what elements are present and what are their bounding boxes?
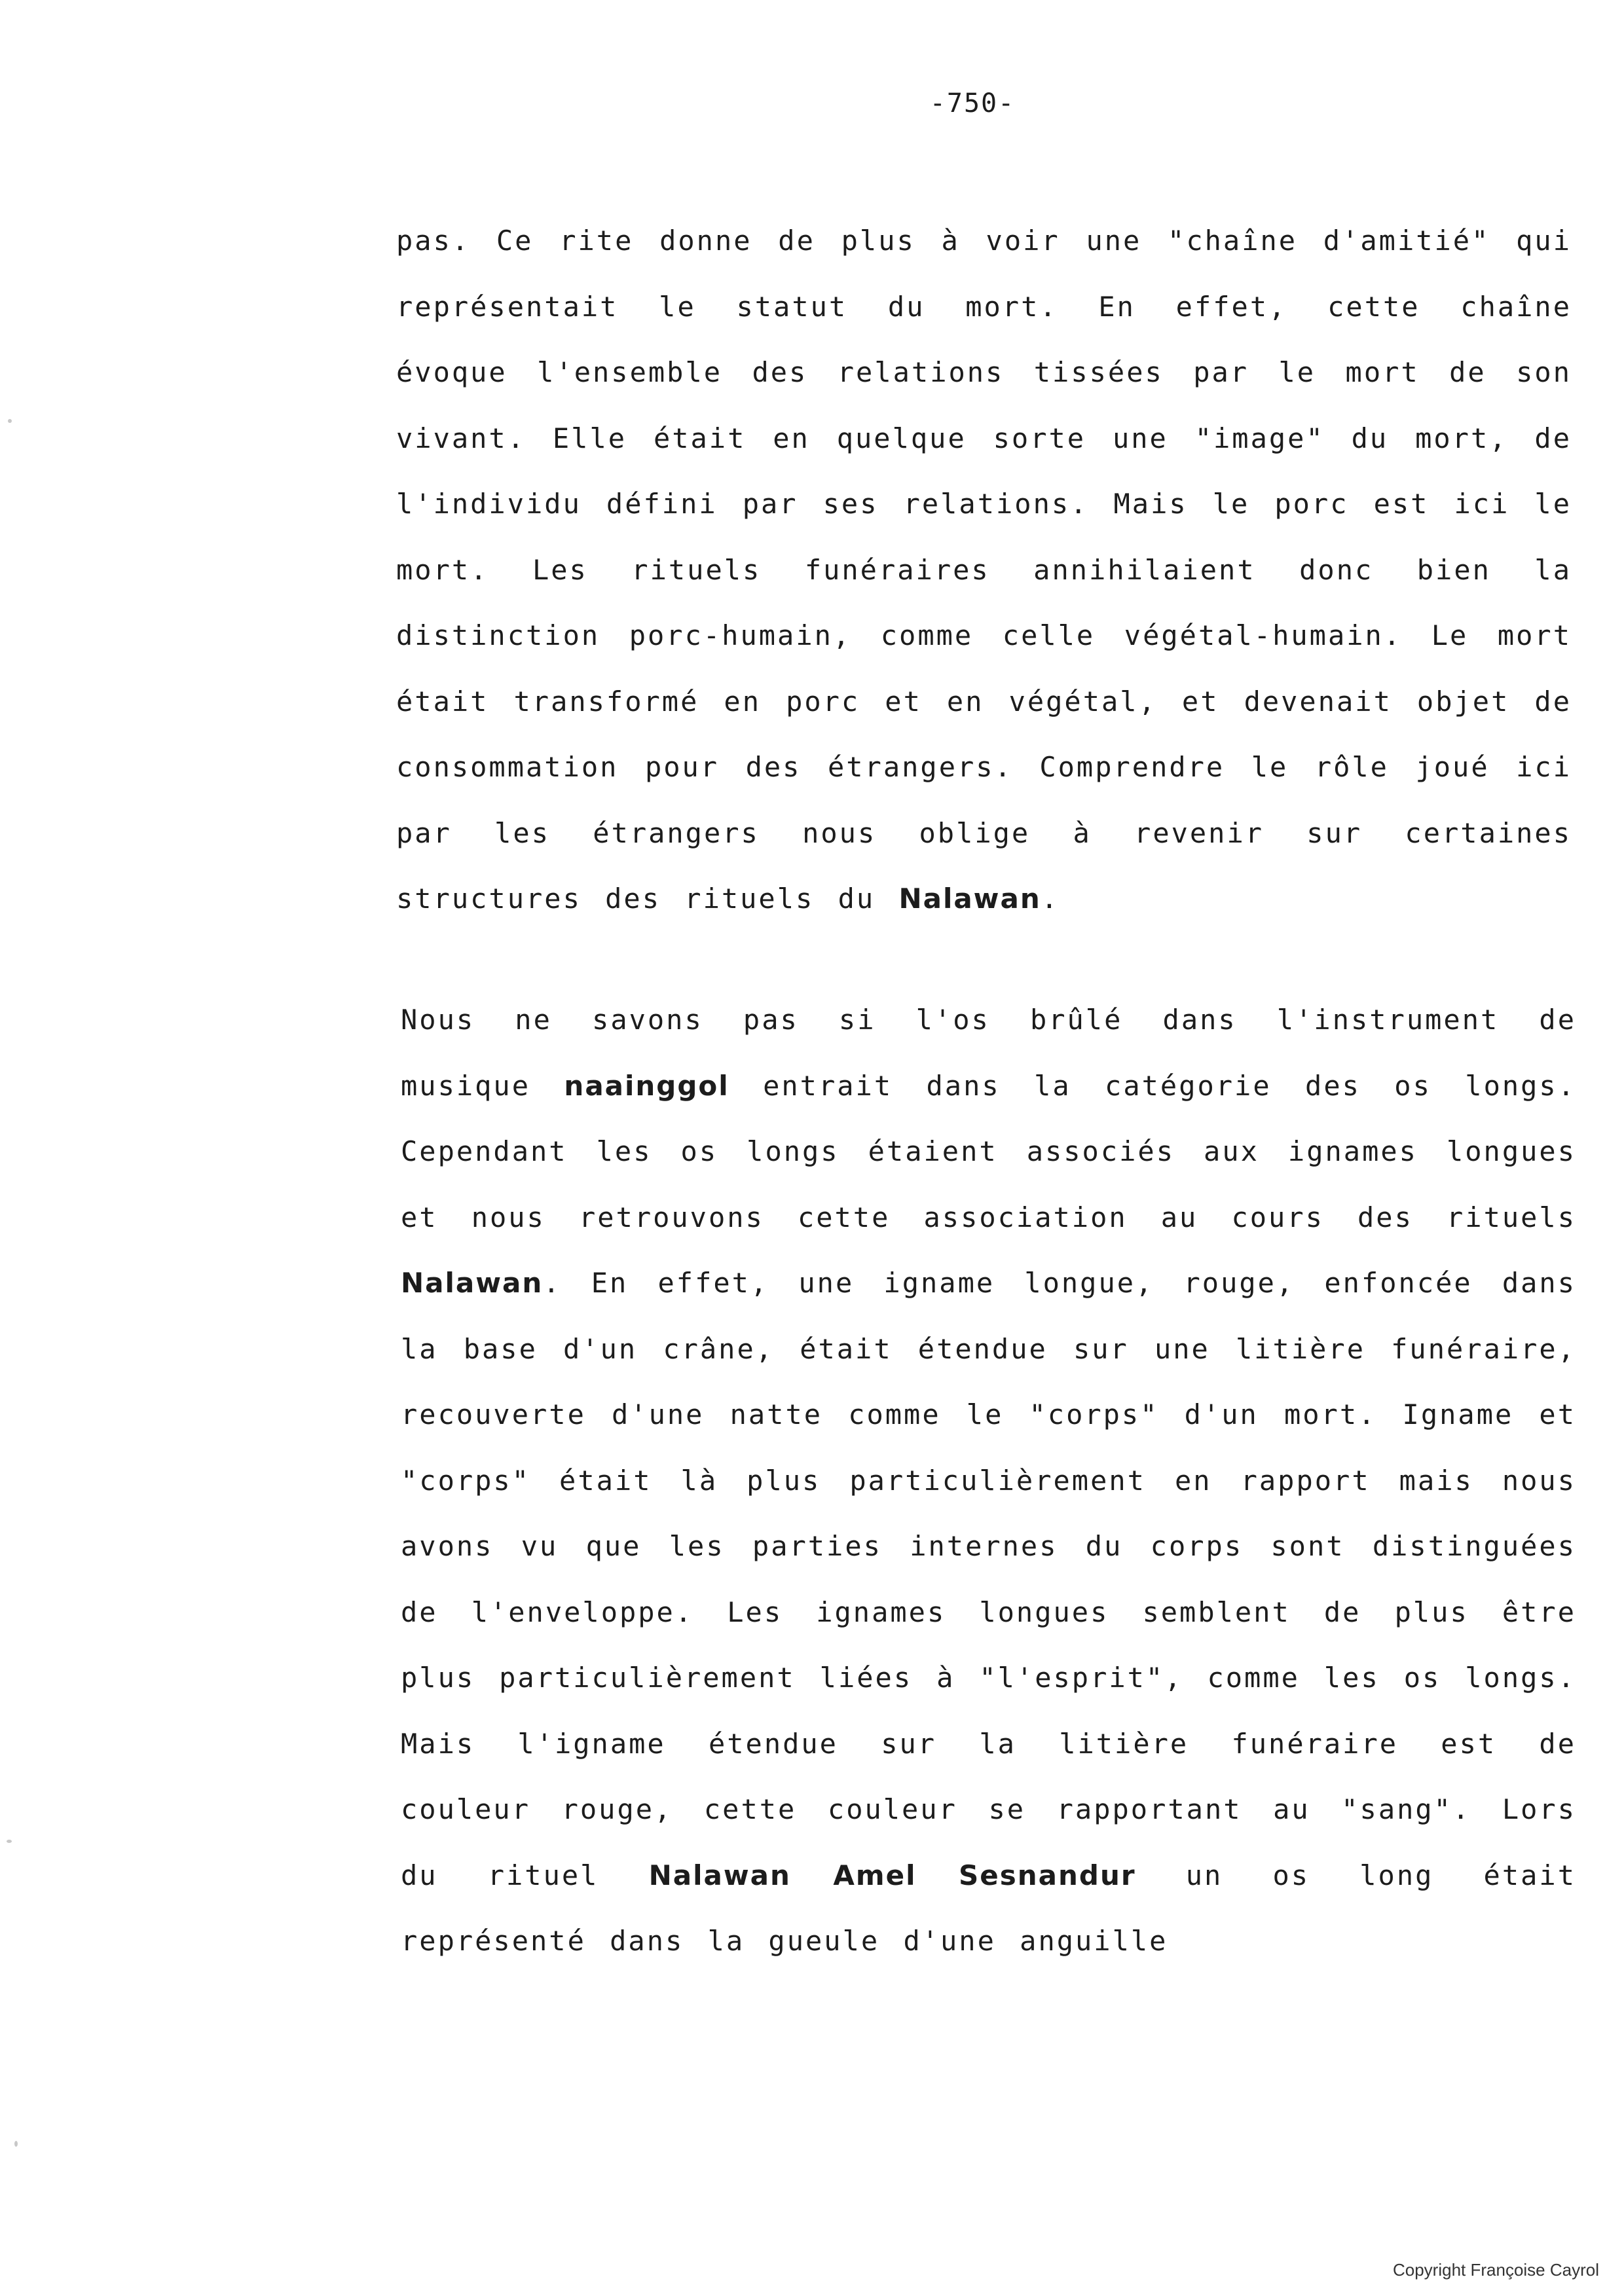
copyright-notice: Copyright Françoise Cayrol [1392, 2260, 1599, 2280]
page-number: -750- [929, 88, 1016, 118]
scan-speck [7, 1840, 12, 1843]
scan-speck [14, 2141, 18, 2147]
term-naainggol: naainggol [564, 1069, 729, 1102]
term-nalawan: Nalawan [401, 1267, 544, 1299]
paragraph-2-text-c: . En effet, une igname longue, rouge, enfoncée dans la base d'un crâne, était étendue sur une litière funéraire, recouverte d'une natte comme le "corps" d'un mort. Igname et "corps" était là plus particulièrement en rapport mais nous avons vu que les parties internes du corps sont distinguées de l'enveloppe. Les ignames longues semblent de plus être plus particulièrement liées à "l'esprit", comme les os longs. Mais l'igname étendue sur la litière funéraire est de couleur rouge, cette couleur se rapportant au "sang". Lors du rituel [401, 1267, 1576, 1891]
paragraph-1 [396, 208, 1572, 932]
paragraph-2-text-a: Nous ne savons pas si l'os brûlé dans l'instrument de musique [401, 1004, 1576, 1102]
term-nalawan: Nalawan [898, 883, 1041, 915]
paragraph-1-end: . [1041, 883, 1060, 915]
paragraph-1-text: pas. Ce rite donne de plus à voir une "chaîne d'amitié" qui représentait le statut du mort. En effet, cette chaîne évoque l'ensemble des relations tissées par le mort de son vivant. Elle était en quelque sorte une "image" du mort, de l'individu défini par ses relations. Mais le porc est ici le mort. Les rituels funéraires annihilaient donc bien la distinction porc-humain, comme celle végétal-humain. Le mort était transformé en porc et en végétal, et devenait objet de consommation pour des étrangers. Comprendre le rôle joué ici par les étrangers nous oblige à revenir sur certaines structures des rituels du [396, 225, 1572, 915]
paragraph-2-text-b: entrait dans la catégorie des os longs. Cependant les os longs étaient associés aux ignames longues et nous retrouvons cette association au cours des rituels [401, 1069, 1576, 1233]
scan-speck [8, 419, 12, 423]
term-nalawan-amel-sesnandur: Nalawan Amel Sesnandur [648, 1859, 1136, 1891]
paragraph-2-text-d: un os long était représenté dans la gueule d'une anguille [401, 1859, 1576, 1957]
paragraph-2 [401, 987, 1576, 1975]
